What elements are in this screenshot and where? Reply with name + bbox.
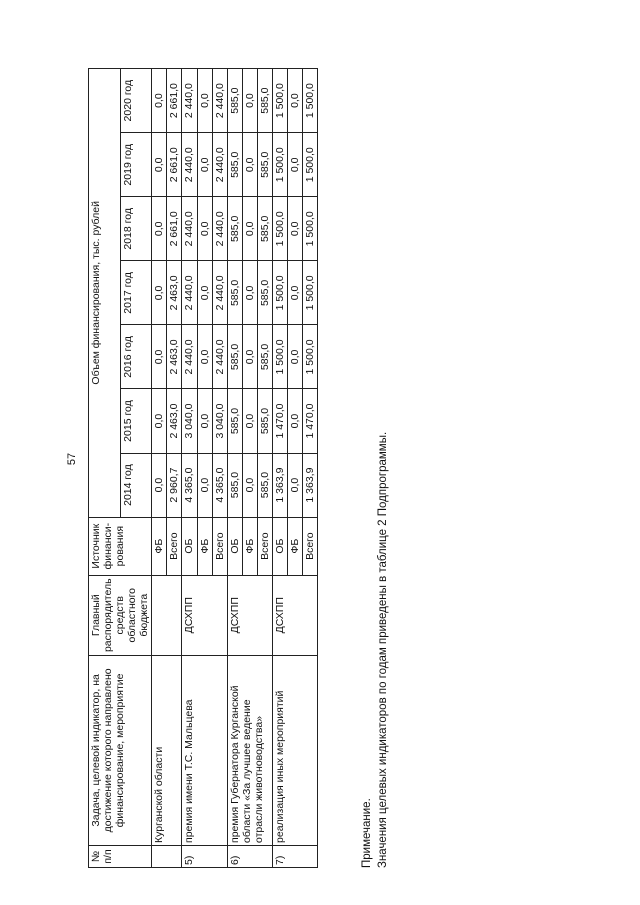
value-cell: 0,0 — [152, 453, 167, 517]
value-cell: 2 440,0 — [212, 69, 227, 133]
value-cell: 2 463,0 — [167, 389, 182, 453]
value-cell: 1 363,9 — [272, 453, 287, 517]
value-cell: 2 661,0 — [167, 69, 182, 133]
value-cell: 3 040,0 — [212, 389, 227, 453]
value-cell: 0,0 — [152, 133, 167, 197]
value-cell: 585,0 — [227, 133, 242, 197]
value-cell: 0,0 — [152, 261, 167, 325]
value-cell: 2 440,0 — [182, 261, 197, 325]
table-body — [152, 69, 318, 868]
value-cell: 1 500,0 — [302, 325, 317, 389]
rotated-table-wrapper — [88, 68, 348, 868]
value-cell: 2 440,0 — [212, 325, 227, 389]
row-manager-cell: ДСХПП — [227, 575, 272, 655]
value-cell: 2 440,0 — [212, 133, 227, 197]
value-cell: 1 363,9 — [302, 453, 317, 517]
value-cell: 1 500,0 — [302, 261, 317, 325]
source-cell: ФБ — [287, 517, 302, 575]
value-cell: 0,0 — [197, 389, 212, 453]
value-cell: 0,0 — [242, 261, 257, 325]
year-header: 2019 год — [120, 133, 152, 197]
value-cell: 585,0 — [257, 133, 272, 197]
value-cell: 0,0 — [152, 389, 167, 453]
col-task-header: Задача, целевой индикатор, на достижение которого направлено финансирование, мероприятие — [89, 655, 152, 845]
value-cell: 4 365,0 — [182, 453, 197, 517]
value-cell: 0,0 — [242, 325, 257, 389]
row-num-cell: 5) — [182, 845, 227, 867]
source-cell: Всего — [212, 517, 227, 575]
value-cell: 585,0 — [227, 69, 242, 133]
row-manager-cell: ДСХПП — [182, 575, 227, 655]
value-cell: 1 500,0 — [272, 261, 287, 325]
value-cell: 4 365,0 — [212, 453, 227, 517]
value-cell: 2 440,0 — [182, 133, 197, 197]
value-cell: 0,0 — [242, 133, 257, 197]
row-manager-cell — [152, 575, 182, 655]
value-cell: 1 500,0 — [302, 133, 317, 197]
value-cell: 585,0 — [257, 197, 272, 261]
notes-title: Примечание. — [361, 798, 373, 868]
value-cell: 1 500,0 — [302, 197, 317, 261]
row-task-cell: Курганской области — [152, 655, 182, 845]
table-row — [272, 69, 287, 868]
value-cell: 2 960,7 — [167, 453, 182, 517]
value-cell: 2 463,0 — [167, 261, 182, 325]
value-cell: 2 440,0 — [182, 197, 197, 261]
col-source-header: Источник финанси-рования — [89, 517, 152, 575]
col-volume-header: Объем финансирования, тыс. рублей — [89, 69, 121, 518]
year-header: 2018 год — [120, 197, 152, 261]
value-cell: 585,0 — [257, 389, 272, 453]
value-cell: 2 440,0 — [212, 261, 227, 325]
year-header: 2016 год — [120, 325, 152, 389]
row-task-cell: реализация иных мероприятий — [272, 655, 317, 845]
value-cell: 0,0 — [242, 389, 257, 453]
notes-block — [360, 348, 391, 868]
value-cell: 1 500,0 — [302, 69, 317, 133]
value-cell: 585,0 — [227, 325, 242, 389]
source-cell: Всего — [302, 517, 317, 575]
col-num-header: № п/п — [89, 845, 152, 867]
value-cell: 2 440,0 — [182, 325, 197, 389]
value-cell: 1 500,0 — [272, 69, 287, 133]
value-cell: 2 661,0 — [167, 197, 182, 261]
value-cell: 585,0 — [227, 261, 242, 325]
value-cell: 585,0 — [227, 453, 242, 517]
value-cell: 0,0 — [242, 453, 257, 517]
notes-text: Значения целевых индикаторов по годам приведены в таблице 2 Подпрограммы. — [376, 431, 389, 868]
value-cell: 0,0 — [287, 325, 302, 389]
source-cell: ОБ — [272, 517, 287, 575]
source-cell: ОБ — [182, 517, 197, 575]
financing-table — [88, 68, 318, 868]
value-cell: 0,0 — [287, 69, 302, 133]
year-header: 2017 год — [120, 261, 152, 325]
value-cell: 2 440,0 — [182, 69, 197, 133]
row-num-cell: 6) — [227, 845, 272, 867]
value-cell: 585,0 — [257, 69, 272, 133]
value-cell: 1 470,0 — [272, 389, 287, 453]
value-cell: 1 500,0 — [272, 325, 287, 389]
value-cell: 0,0 — [287, 261, 302, 325]
year-header: 2015 год — [120, 389, 152, 453]
value-cell: 0,0 — [197, 197, 212, 261]
value-cell: 0,0 — [152, 325, 167, 389]
row-num-cell: 7) — [272, 845, 317, 867]
source-cell: Всего — [257, 517, 272, 575]
value-cell: 0,0 — [152, 69, 167, 133]
year-header: 2020 год — [120, 69, 152, 133]
value-cell: 2 440,0 — [212, 197, 227, 261]
source-cell: ФБ — [197, 517, 212, 575]
value-cell: 1 470,0 — [302, 389, 317, 453]
value-cell: 3 040,0 — [182, 389, 197, 453]
value-cell: 585,0 — [227, 197, 242, 261]
source-cell: ОБ — [227, 517, 242, 575]
year-header: 2014 год — [120, 453, 152, 517]
source-cell: ФБ — [152, 517, 167, 575]
value-cell: 0,0 — [287, 453, 302, 517]
value-cell: 1 500,0 — [272, 197, 287, 261]
value-cell: 585,0 — [257, 261, 272, 325]
table-row — [227, 69, 242, 868]
value-cell: 1 500,0 — [272, 133, 287, 197]
value-cell: 0,0 — [152, 197, 167, 261]
row-num-cell — [152, 845, 182, 867]
value-cell: 585,0 — [257, 453, 272, 517]
row-task-cell: премия Губернатора Курганской области «За лучшее ведение отрасли животноводства» — [227, 655, 272, 845]
value-cell: 0,0 — [197, 453, 212, 517]
value-cell: 0,0 — [242, 197, 257, 261]
value-cell: 0,0 — [287, 133, 302, 197]
header-row-1 — [89, 69, 121, 868]
value-cell: 2 463,0 — [167, 325, 182, 389]
value-cell: 0,0 — [242, 69, 257, 133]
value-cell: 2 661,0 — [167, 133, 182, 197]
col-manager-header: Главный распорядитель средств областного бюджета — [89, 575, 152, 655]
value-cell: 0,0 — [197, 133, 212, 197]
table-row — [182, 69, 197, 868]
value-cell: 0,0 — [287, 197, 302, 261]
source-cell: Всего — [167, 517, 182, 575]
source-cell: ФБ — [242, 517, 257, 575]
row-task-cell: премия имени Т.С. Мальцева — [182, 655, 227, 845]
value-cell: 0,0 — [197, 69, 212, 133]
value-cell: 0,0 — [287, 389, 302, 453]
table-row — [152, 69, 167, 868]
page-number: 57 — [66, 452, 79, 466]
value-cell: 0,0 — [197, 261, 212, 325]
value-cell: 585,0 — [257, 325, 272, 389]
row-manager-cell: ДСХПП — [272, 575, 317, 655]
value-cell: 0,0 — [197, 325, 212, 389]
value-cell: 585,0 — [227, 389, 242, 453]
